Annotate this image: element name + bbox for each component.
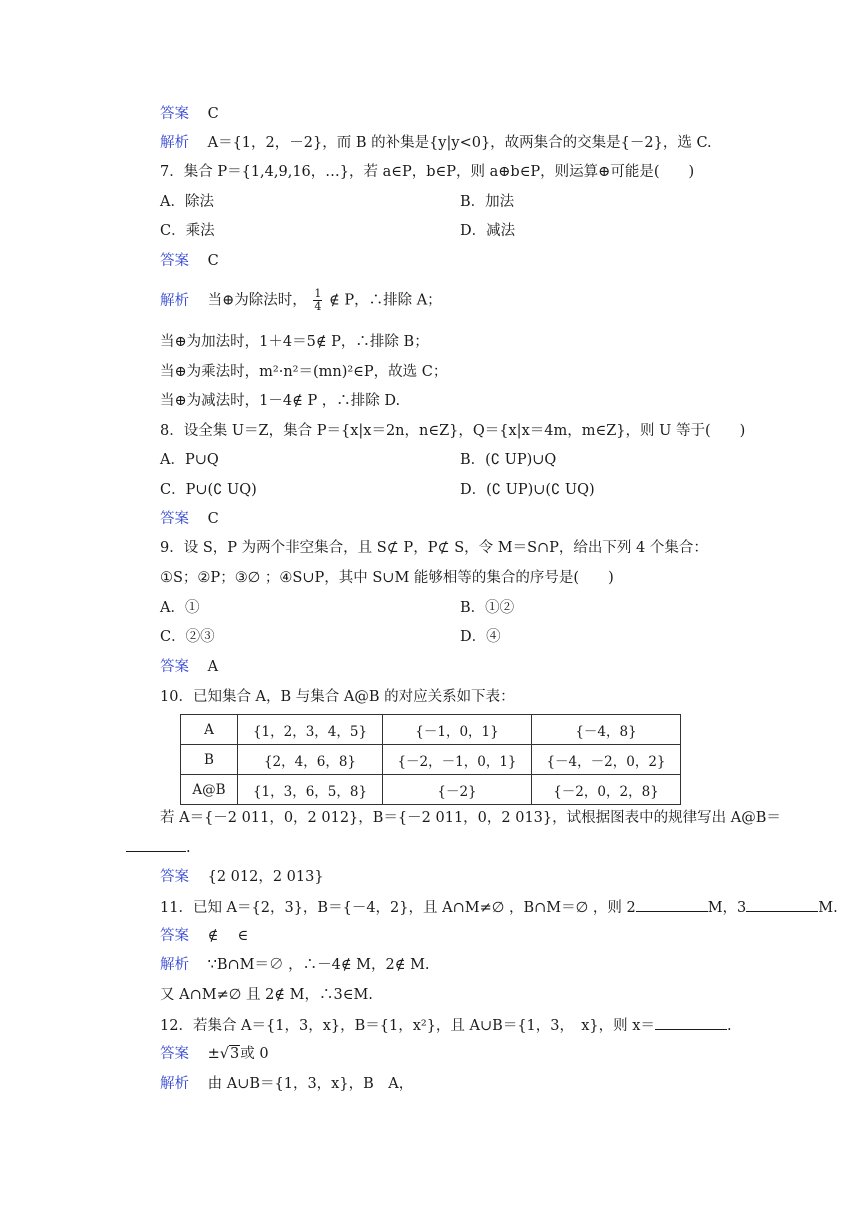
answer-label: 答案: [160, 106, 189, 122]
q12-analysis: 由 A∪B＝{1，3，x}，B A，: [207, 1076, 414, 1092]
q12-answer-pre: ±: [207, 1046, 220, 1062]
table-row: [181, 775, 681, 805]
q9-option-c: C．②③: [160, 629, 215, 645]
analysis-label: 解析: [160, 1076, 189, 1092]
q7-answer: C: [207, 253, 219, 269]
answer-label: 答案: [160, 659, 189, 675]
q6-analysis-row: [160, 133, 712, 153]
q12-answer-post: 或 0: [240, 1046, 269, 1062]
q10-stem: 10．已知集合 A，B 与集合 A@B 的对应关系如下表：: [160, 689, 515, 705]
answer-label: 答案: [160, 511, 189, 527]
analysis-label: 解析: [160, 135, 189, 151]
q9-option-d: D．④: [460, 629, 501, 645]
table-cell: A@B: [181, 775, 238, 805]
table-cell: {－1，0，1}: [383, 715, 532, 745]
table-cell: B: [181, 745, 238, 775]
q11-stem-row: [160, 897, 838, 918]
table-cell: {－2}: [383, 775, 532, 805]
q8-answer: C: [207, 511, 219, 527]
q8-option-c: C．P∪(∁ UQ): [160, 482, 257, 498]
relation-table: [180, 714, 681, 805]
q9-answer: A: [207, 659, 219, 675]
q12-answer-row: [160, 1044, 269, 1064]
q11-analysis-2: 又 A∩M≠∅ 且 2∉ M，∴3∈M.: [160, 987, 373, 1003]
q6-answer-row: [160, 104, 219, 124]
q7-analysis-row: [160, 288, 442, 313]
q11-stem: 11．已知 A＝{2，3}，B＝{－4，2}，且 A∩M≠∅ ，B∩M＝∅ ，则 2: [160, 900, 636, 916]
table-cell: {1，3，6，5，8}: [238, 775, 383, 805]
q6-answer: C: [207, 106, 219, 122]
q11-analysis-row: [160, 955, 430, 975]
analysis-label: 解析: [160, 957, 189, 973]
q8-option-b: B．(∁ UP)∪Q: [460, 452, 557, 468]
q7-answer-row: [160, 251, 219, 271]
q7-analysis-line-2: 当⊕为乘法时，m²·n²＝(mn)²∈P，故选 C；: [160, 364, 448, 380]
fill-blank: [655, 1015, 727, 1030]
q8-stem: 8．设全集 U＝Z，集合 P＝{x|x＝2n，n∈Z}，Q＝{x|x＝4m，m∈Z}，则 U 等于( ): [160, 423, 746, 439]
q10-after: 若 A＝{－2 011，0，2 012}，B＝{－2 011，0，2 013}，试根据图表中的规律写出 A@B＝: [160, 810, 781, 826]
answer-label: 答案: [160, 869, 189, 885]
q11-end: M.: [818, 900, 838, 916]
q10-answer-row: [160, 867, 324, 887]
q7-option-a: A．除法: [160, 194, 214, 210]
table-cell: {－4，8}: [532, 715, 681, 745]
q12-stem-end: .: [726, 1018, 732, 1034]
q8-answer-row: [160, 509, 219, 529]
table-cell: {2，4，6，8}: [238, 745, 383, 775]
table-row: [181, 745, 681, 775]
q12-stem: 12．若集合 A＝{1，3，x}，B＝{1，x²}，且 A∪B＝{1，3， x}，则 x＝: [160, 1018, 655, 1034]
table-cell: {－2，－1，0，1}: [383, 745, 532, 775]
q8-option-d: D．(∁ UP)∪(∁ UQ): [460, 482, 595, 498]
q11-answer-row: [160, 926, 248, 946]
q11-mid: M，3: [707, 900, 747, 916]
q10-after-end: .: [186, 840, 191, 856]
fill-blank: [746, 897, 818, 912]
q7-analysis-rest: ∉ P，∴排除 A；: [328, 292, 442, 309]
q12-answer-sqrt: 3: [230, 1046, 240, 1062]
q9-option-a: A．①: [160, 600, 200, 616]
q7-option-c: C．乘法: [160, 223, 215, 239]
fraction: [313, 288, 322, 313]
q7-analysis-line-1: 当⊕为加法时，1＋4＝5∉ P，∴排除 B；: [160, 334, 429, 350]
q7-analysis-line-3: 当⊕为减法时，1－4∉ P ，∴排除 D.: [160, 393, 401, 409]
q8-option-a: A．P∪Q: [160, 452, 219, 468]
q9-stem: 9．设 S，P 为两个非空集合，且 S⊄ P，P⊄ S，令 M＝S∩P，给出下列 4 个集合：: [160, 540, 708, 556]
q9-answer-row: [160, 657, 218, 677]
q6-analysis: A＝{1，2，－2}，而 B 的补集是{y|y<0}，故两集合的交集是{－2}，选 C.: [207, 135, 712, 151]
q9-option-b: B．①②: [460, 600, 515, 616]
q7-option-d: D．减法: [460, 223, 516, 239]
table-row: [181, 715, 681, 745]
q7-option-b: B．加法: [460, 194, 515, 210]
fraction-denominator: 4: [314, 300, 322, 313]
table-cell: {－4，－2，0，2}: [532, 745, 681, 775]
answer-label: 答案: [160, 253, 189, 269]
q11-analysis: ∵B∩M＝∅ ，∴－4∉ M，2∉ M.: [207, 957, 430, 973]
q10-blank-row: [126, 837, 191, 858]
answer-label: 答案: [160, 928, 189, 944]
q7-stem: 7．集合 P＝{1,4,9,16，…}，若 a∈P，b∈P，则 a⊕b∈P，则运算⊕可能是( ): [160, 164, 695, 180]
table-cell: {－2，0，2，8}: [532, 775, 681, 805]
answer-label: 答案: [160, 1046, 189, 1062]
q10-answer: {2 012，2 013}: [207, 869, 324, 885]
q12-stem-row: [160, 1015, 732, 1036]
table-cell: A: [181, 715, 238, 745]
sqrt-radical-icon: √: [219, 1046, 230, 1062]
q12-analysis-row: [160, 1074, 413, 1094]
q11-answer: ∉ ∈: [207, 928, 249, 944]
fill-blank: [636, 897, 708, 912]
table-cell: {1，2，3，4，5}: [238, 715, 383, 745]
q9-stem-2: ①S；②P；③∅ ；④S∪P，其中 S∪M 能够相等的集合的序号是( ): [160, 570, 614, 586]
q7-analysis-intro: 当⊕为除法时，: [207, 292, 307, 309]
fill-blank: [126, 837, 186, 852]
analysis-label: 解析: [160, 292, 189, 309]
fraction-numerator: 1: [314, 287, 322, 300]
